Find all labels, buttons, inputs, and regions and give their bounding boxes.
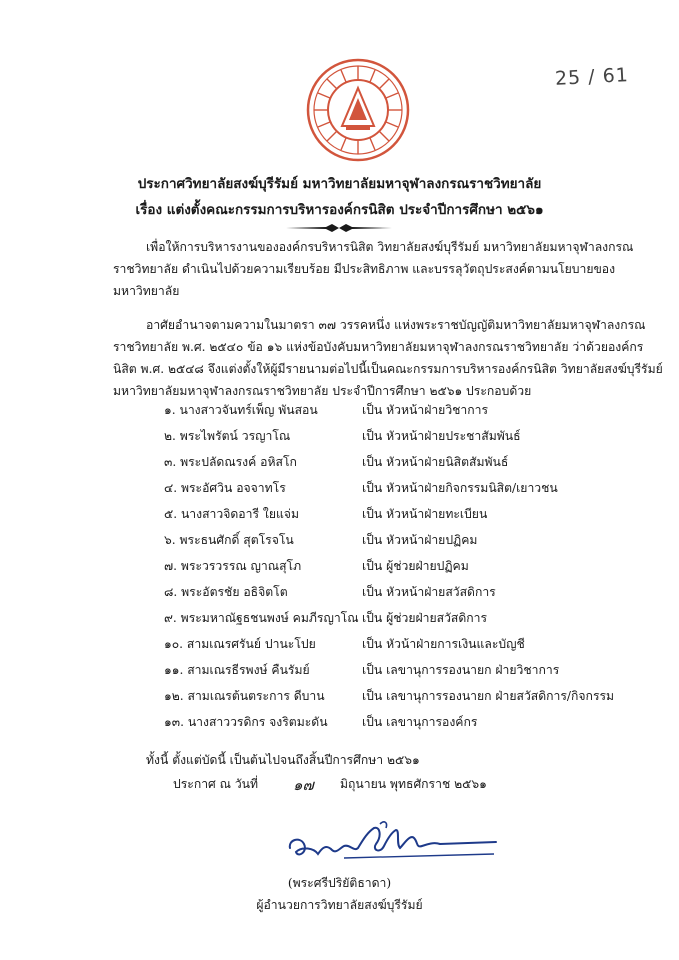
paragraph-1-line-3: มหาวิทยาลัย bbox=[113, 284, 180, 298]
ornament-divider-icon bbox=[286, 222, 392, 234]
announcement-subject: เรื่อง แต่งตั้งคณะกรรมการบริหารองค์กรนิสิต ประจำปีการศึกษา ๒๕๖๑ bbox=[135, 202, 544, 218]
paragraph-2-line-3: นิสิต พ.ศ. ๒๕๔๘ จึงแต่งตั้งให้ผู้มีรายนามต่อไปนี้เป็นคณะกรรมการบริหารองค์กรนิสิต วิทยาลัยสงฆ์บุรีรัมย์ bbox=[113, 362, 663, 376]
member-name: ๙. พระมหาณัฐธชนพงษ์ คมภีรญาโณ bbox=[164, 611, 359, 625]
member-name: ๑๒. สามเณรต้นตระการ ดีบาน bbox=[164, 689, 325, 703]
member-role: เป็น หัวหน้าฝ่ายนิสิตสัมพันธ์ bbox=[362, 455, 509, 469]
member-role: เป็น หัวหน้าฝ่ายสวัสดิการ bbox=[362, 585, 496, 599]
signer-title: ผู้อำนวยการวิทยาลัยสงฆ์บุรีรัมย์ bbox=[256, 898, 423, 912]
member-role: เป็น เลขานุการรองนายก ฝ่ายสวัสดิการ/กิจกรรม bbox=[362, 689, 615, 703]
university-seal-icon bbox=[306, 58, 410, 162]
announce-date-suffix: มิถุนายน พุทธศักราช ๒๕๖๑ bbox=[340, 777, 487, 791]
member-name: ๑๐. สามเณรศรันย์ ปานะโปย bbox=[164, 637, 316, 651]
member-name: ๕. นางสาวจิดอารี ใยแจ่ม bbox=[164, 507, 299, 521]
member-role: เป็น ผู้ช่วยฝ่ายสวัสดิการ bbox=[362, 611, 488, 625]
member-name: ๓. พระปลัดณรงค์ อหิสโก bbox=[164, 455, 297, 469]
member-role: เป็น หัวหน้าฝ่ายวิชาการ bbox=[362, 403, 489, 417]
member-role: เป็น หัวหน้าฝ่ายทะเบียน bbox=[362, 507, 488, 521]
member-role: เป็น หัวหน้าฝ่ายประชาสัมพันธ์ bbox=[362, 429, 521, 443]
member-name: ๑๑. สามเณรธีรพงษ์ คืนรัมย์ bbox=[164, 663, 310, 677]
member-role: เป็น หัวน้าฝ่ายการเงินและบัญชี bbox=[362, 637, 525, 651]
paragraph-2-line-4: มหาวิทยาลัยมหาจุฬาลงกรณราชวิทยาลัย ประจำปีการศึกษา ๒๕๖๑ ประกอบด้วย bbox=[113, 384, 532, 398]
member-role: เป็น เลขานุการองค์กร bbox=[362, 715, 478, 729]
member-name: ๖. พระธนศักดิ์ สุตโรจโน bbox=[164, 533, 294, 547]
member-name: ๑. นางสาวจันทร์เพ็ญ พันสอน bbox=[164, 403, 318, 417]
member-role: เป็น หัวหน้าฝ่ายกิจกรรมนิสิต/เยาวชน bbox=[362, 481, 558, 495]
announce-date-prefix: ประกาศ ณ วันที่ bbox=[173, 777, 259, 791]
signer-name: (พระศรีปริยัติธาดา) bbox=[287, 876, 392, 890]
member-name: ๗. พระวรวรรณ ญาณสุโภ bbox=[164, 559, 302, 573]
paragraph-2-line-1: อาศัยอำนาจตามความในมาตรา ๓๗ วรรคหนึ่ง แห่งพระราชบัญญัติมหาวิทยาลัยมหาจุฬาลงกรณ bbox=[146, 318, 646, 332]
reference-number: 25 / 61 bbox=[554, 64, 630, 90]
paragraph-1-line-1: เพื่อให้การบริหารงานขององค์กรบริหารนิสิต วิทยาลัยสงฆ์บุรีรัมย์ มหาวิทยาลัยมหาจุฬาลงกรณ bbox=[146, 240, 634, 254]
effective-statement: ทั้งนี้ ตั้งแต่บัดนี้ เป็นต้นไปจนถึงสิ้นปีการศึกษา ๒๕๖๑ bbox=[146, 753, 420, 767]
announcement-title: ประกาศวิทยาลัยสงฆ์บุรีรัมย์ มหาวิทยาลัยมหาจุฬาลงกรณราชวิทยาลัย bbox=[137, 176, 542, 192]
paragraph-2-line-2: ราชวิทยาลัย พ.ศ. ๒๕๔๐ ข้อ ๑๖ แห่งข้อบังคับมหาวิทยาลัยมหาจุฬาลงกรณราชวิทยาลัย ว่าด้วยองค์กร bbox=[113, 340, 644, 354]
member-name: ๒. พระไพรัตน์ วรญาโณ bbox=[164, 429, 291, 443]
announce-day: ๑๗ bbox=[293, 776, 314, 794]
member-name: ๘. พระอัตรชัย อธิจิตโต bbox=[164, 585, 288, 599]
paragraph-1-line-2: ราชวิทยาลัย ดำเนินไปด้วยความเรียบร้อย มีประสิทธิภาพ และบรรลุวัตถุประสงค์ตามนโยบายของ bbox=[113, 262, 616, 276]
member-name: ๔. พระอัศวิน อจจาทโร bbox=[164, 481, 286, 495]
member-role: เป็น เลขานุการรองนายก ฝ่ายวิชาการ bbox=[362, 663, 560, 677]
member-name: ๑๓. นางสาววรดิกร จงริตมะดัน bbox=[164, 715, 328, 729]
signature-icon bbox=[284, 818, 504, 868]
member-role: เป็น หัวหน้าฝ่ายปฏิคม bbox=[362, 533, 478, 547]
member-role: เป็น ผู้ช่วยฝ่ายปฏิคม bbox=[362, 559, 469, 573]
